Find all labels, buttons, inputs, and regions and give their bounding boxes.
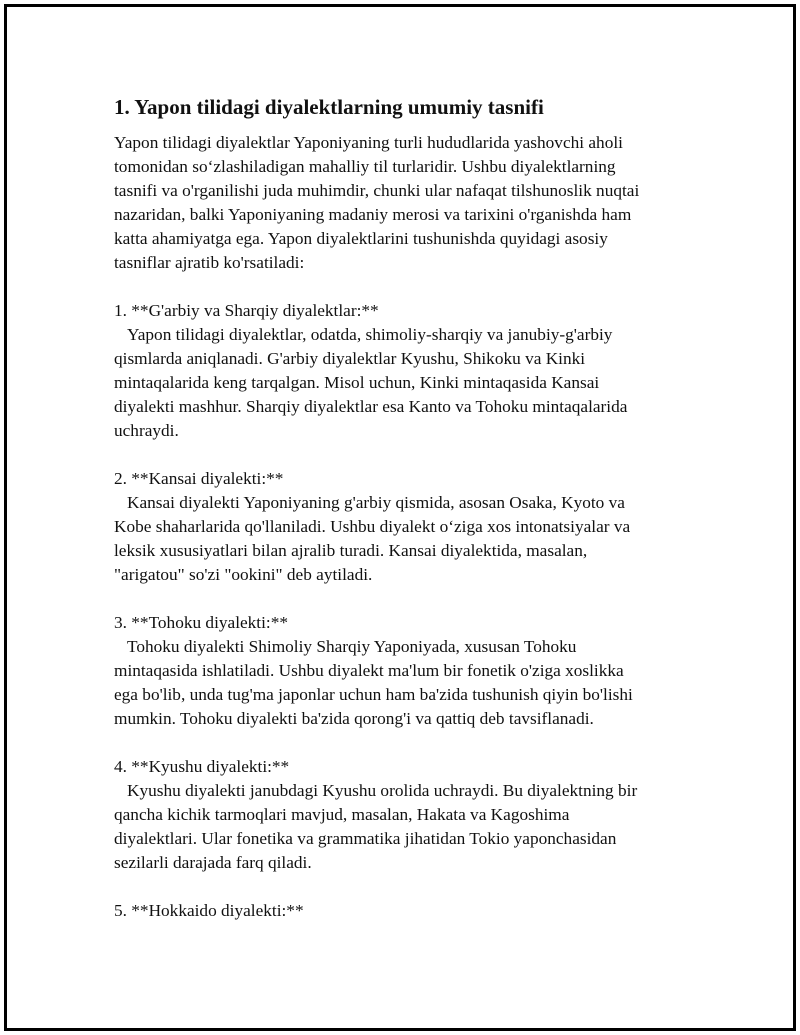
section-gap <box>114 875 704 899</box>
document-heading: 1. Yapon tilidagi diyalektlarning umumiy tasnifi <box>114 95 544 119</box>
section-title: 2. **Kansai diyalekti:** <box>114 469 284 488</box>
section-gap <box>114 443 704 467</box>
section-title: 5. **Hokkaido diyalekti:** <box>114 901 304 920</box>
section-gap <box>114 587 704 611</box>
section-gap <box>114 275 704 299</box>
section-body: Yapon tilidagi diyalektlar, odatda, shimoliy-sharqiy va janubiy-g'arbiy qismlarda aniqlanadi. G'arbiy diyalektlar Kyushu, Shikoku va Kinki mintaqalarida keng tarqalgan. Misol uchun, Kinki mintaqasida Kansai diyalekti mashhur. Sharqiy diyalektlar esa Kanto va Tohoku mintaqalarida uchraydi. <box>114 325 628 440</box>
section-title: 4. **Kyushu diyalekti:** <box>114 757 290 776</box>
section-title: 1. **G'arbiy va Sharqiy diyalektlar:** <box>114 301 379 320</box>
section-body: Kansai diyalekti Yaponiyaning g'arbiy qismida, asosan Osaka, Kyoto va Kobe shaharlarida qo'llaniladi. Ushbu diyalekt o‘ziga xos intonatsiyalar va leksik xususiyatlari bilan ajralib turadi. Kansai diyalektida, masalan, "arigatou" so'zi "ookini" deb aytiladi. <box>114 493 631 584</box>
section-body: Kyushu diyalekti janubdagi Kyushu orolida uchraydi. Bu diyalektning bir qancha kichik tarmoqlari mavjud, masalan, Hakata va Kagoshima diyalektlari. Ular fonetika va grammatika jihatidan Tokio yaponchasidan sezilarli darajada farq qiladi. <box>114 781 638 872</box>
section-gap <box>114 731 704 755</box>
intro-paragraph: Yapon tilidagi diyalektlar Yaponiyaning turli hududlarida yashovchi aholi tomonidan so‘zlashiladigan mahalliy til turlaridir. Ushbu diyalektlarning tasnifi va o'rganilishi juda muhimdir, chunki ular nafaqat tilshunoslik nuqtai nazaridan, balki Yaponiyaning madaniy merosi va tarixini o'rganishda ham katta ahamiyatga ega. Yapon diyalektlarini tushunishda quyidagi asosiy tasniflar ajratib ko'rsatiladi: <box>114 133 640 272</box>
document-body <box>114 94 704 923</box>
section-body: Tohoku diyalekti Shimoliy Sharqiy Yaponiyada, xususan Tohoku mintaqasida ishlatiladi. Ushbu diyalekt ma'lum bir fonetik o'ziga xoslikka ega bo'lib, unda tug'ma japonlar uchun ham ba'zida tushunish qiyin bo'lishi mumkin. Tohoku diyalekti ba'zida qorong'i va qattiq deb tavsiflanadi. <box>114 637 633 728</box>
section-title: 3. **Tohoku diyalekti:** <box>114 613 288 632</box>
